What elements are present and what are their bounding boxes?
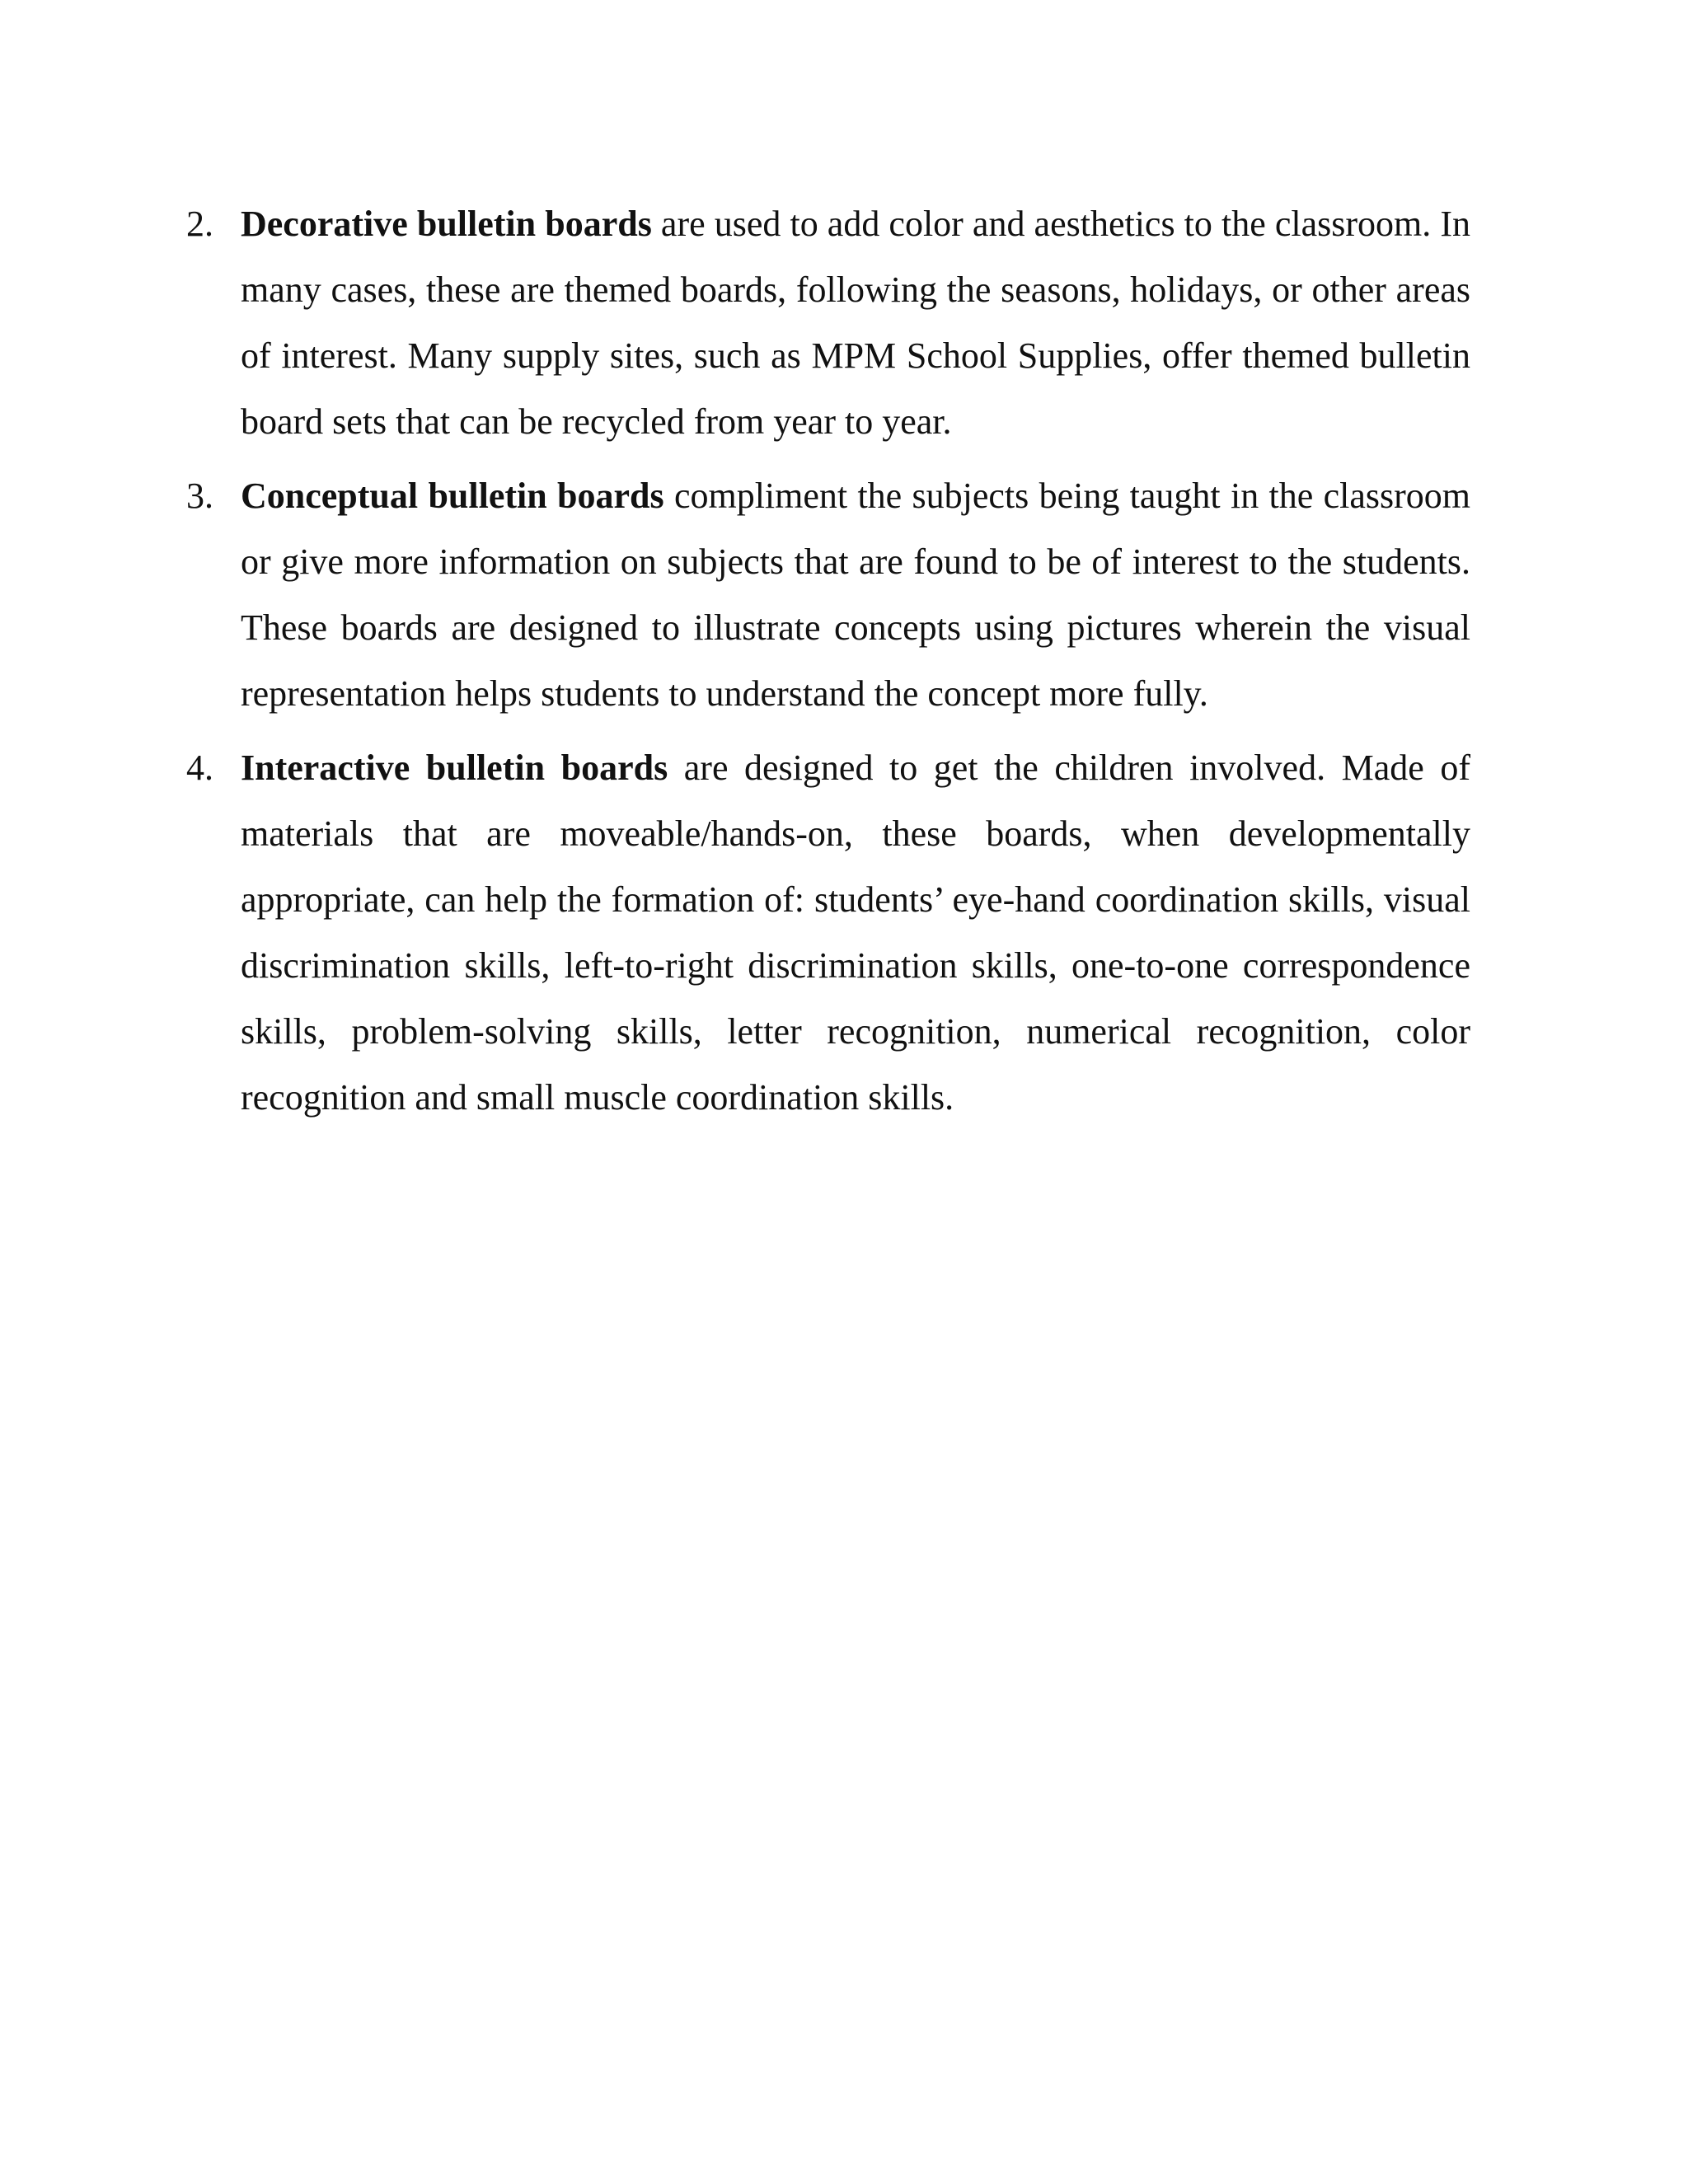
list-item-interactive [186,735,1470,1131]
list-item-number: 4. [186,748,213,788]
list-item-number: 2. [186,204,213,244]
list-item-text: are designed to get the children involved. Made of materials that are moveable/hands-on, these boards, when developmentally appropriate, can help the formation of: students’ eye-hand coordination skills, visual discrimination skills, left-to-right discrimination skills, one-to-one correspondence skills, problem-solving skills, letter recognition, numerical recognition, color recognition and small muscle coordination skills. [241,748,1471,1118]
list-item-term: Decorative bulletin boards [241,204,652,244]
list-item-text: are used to add color and aesthetics to the classroom. In many cases, these are themed boards, following the seasons, holidays, or other areas of interest. Many supply sites, such as MPM School Supplies, offer themed bulletin board sets that can be recycled from year to year. [241,204,1470,442]
list-item-term: Conceptual bulletin boards [241,476,664,516]
list-item-number: 3. [186,476,213,516]
list-item-term: Interactive bulletin boards [241,748,668,788]
list-item-decorative [186,191,1470,455]
list-item-conceptual [186,463,1470,727]
list-item-text: compliment the subjects being taught in the classroom or give more information on subjects that are found to be of interest to the students. These boards are designed to illustrate concepts using pictures wherein the visual representation helps students to understand the concept more fully. [241,476,1470,714]
bulletin-board-type-list [186,191,1470,1139]
